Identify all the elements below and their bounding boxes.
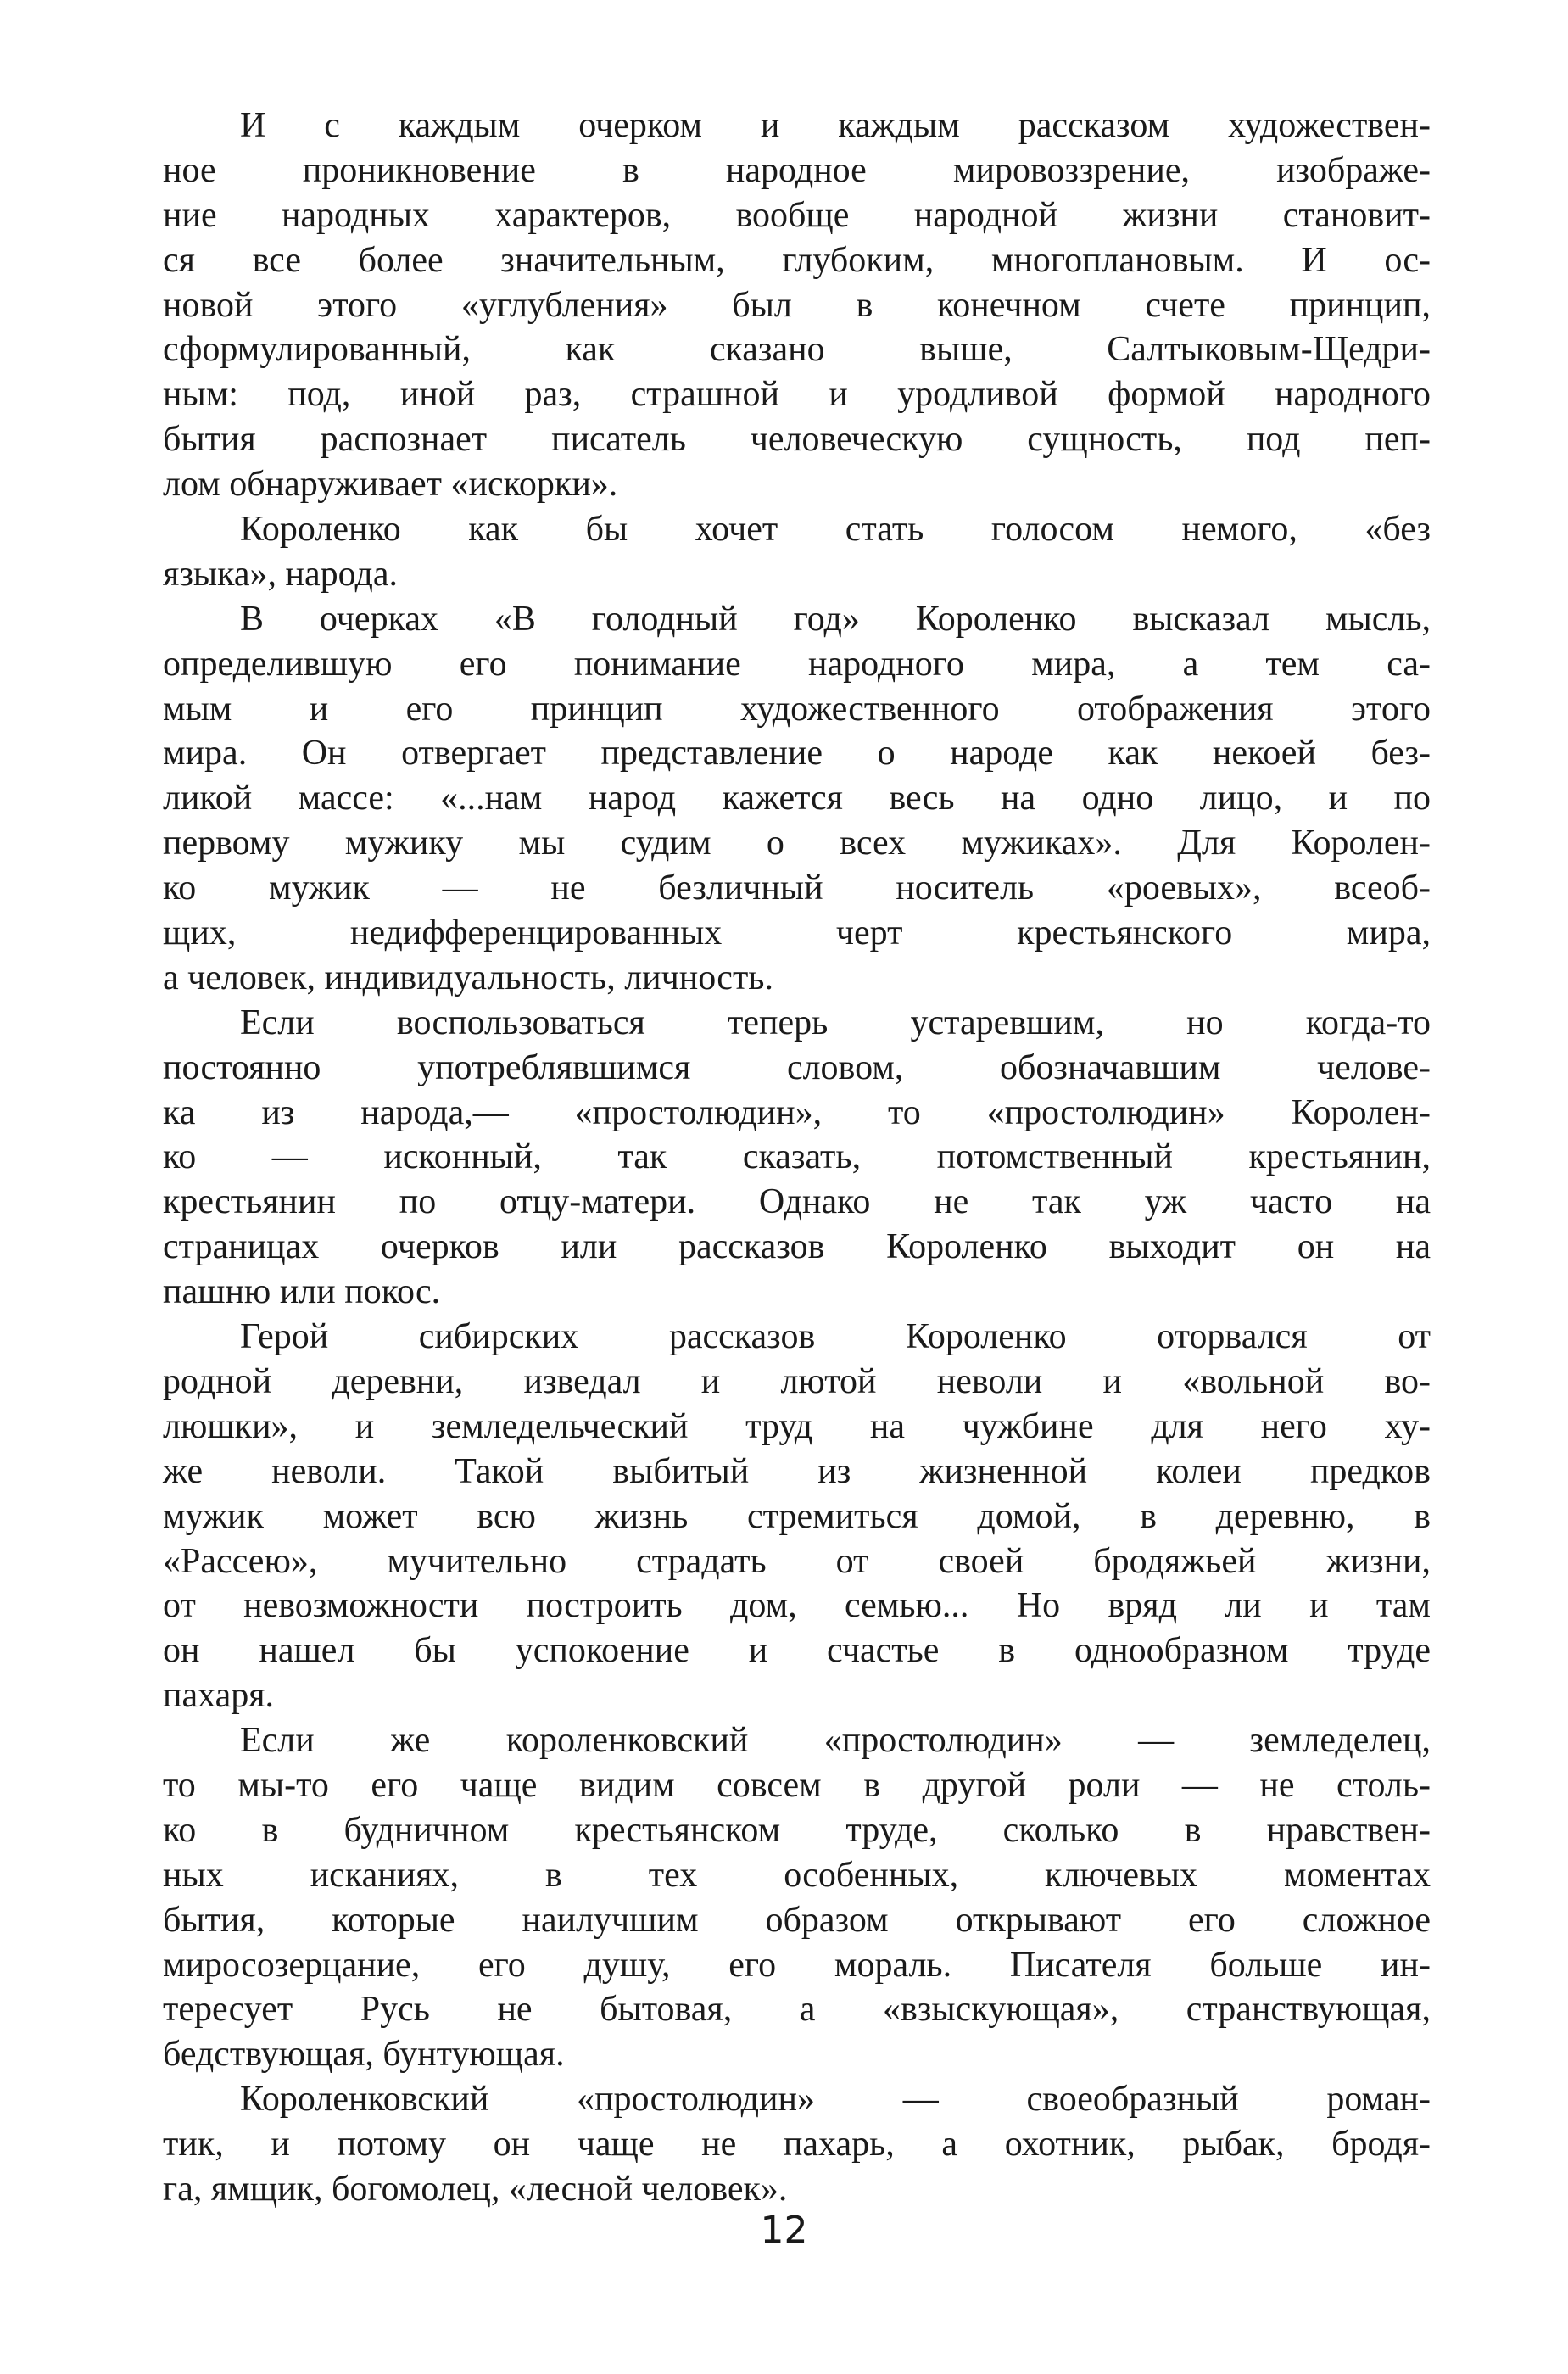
text-line: ко мужик — не безличный носитель «роевых», всеоб- [163, 869, 1431, 908]
text-line: ние народных характеров, вообще народной жизни становит- [163, 195, 1431, 235]
text-line: пашню или покос. [163, 1272, 441, 1312]
paragraph [163, 1718, 1431, 2077]
text-line: Герой сибирских рассказов Короленко оторвался от [240, 1317, 1431, 1357]
text-line: страницах очерков или рассказов Короленко выходит он на [163, 1227, 1431, 1267]
text-line: В очерках «В голодный год» Короленко высказал мысль, [240, 599, 1431, 639]
text-line: он нашел бы успокоение и счастье в однообразном труде [163, 1631, 1431, 1671]
paragraph [163, 1315, 1431, 1718]
text-line: га, ямщик, богомолец, «лесной человек». [163, 2169, 788, 2209]
text-line: Короленковский «простолюдин» — своеобразный роман- [240, 2080, 1431, 2120]
text-line: Если же короленковский «простолюдин» — земледелец, [240, 1721, 1431, 1761]
paragraph [163, 2077, 1431, 2212]
text-line: мужик может всю жизнь стремиться домой, в деревню, в [163, 1496, 1431, 1536]
text-line: бытия распознает писатель человеческую сущность, под пеп- [163, 420, 1431, 460]
text-line: пахаря. [163, 1676, 275, 1716]
text-line: постоянно употреблявшимся словом, обозначавшим челове- [163, 1047, 1431, 1087]
paragraph [163, 507, 1431, 597]
text-line: ся все более значительным, глубоким, многоплановым. И ос- [163, 240, 1431, 280]
text-line: тересует Русь не бытовая, а «взыскующая», странствующая, [163, 1990, 1431, 2030]
text-line: ко в будничном крестьянском труде, сколько в нравствен- [163, 1810, 1431, 1850]
text-line: миросозерцание, его душу, его мораль. Писателя больше ин- [163, 1945, 1431, 1985]
text-line: бедствующая, бунтующая. [163, 2035, 565, 2075]
text-line: Если воспользоваться теперь устаревшим, но когда-то [240, 1003, 1431, 1042]
text-line: бытия, которые наилучшим образом открывают его сложное [163, 1900, 1431, 1940]
text-line: языка», народа. [163, 554, 398, 594]
text-line: родной деревни, изведал и лютой неволи и «вольной во- [163, 1361, 1431, 1401]
text-line: ное проникновение в народное мировоззрение, изображе- [163, 150, 1431, 190]
text-line: Короленко как бы хочет стать голосом немого, «без [240, 510, 1431, 550]
text-line: а человек, индивидуальность, личность. [163, 958, 773, 997]
text-line: ных исканиях, в тех особенных, ключевых моментах [163, 1855, 1431, 1895]
page-number: 12 [760, 2209, 808, 2252]
text-line: мира. Он отвергает представление о народе как некоей без- [163, 734, 1431, 774]
paragraph [163, 103, 1431, 507]
text-line: люшки», и земледельческий труд на чужбине для него ху- [163, 1406, 1431, 1446]
text-line: ным: под, иной раз, страшной и уродливой формой народного [163, 375, 1431, 415]
text-line: то мы-то его чаще видим совсем в другой роли — не столь- [163, 1765, 1431, 1805]
text-line: ликой массе: «...нам народ кажется весь на одно лицо, и по [163, 779, 1431, 818]
text-line: от невозможности построить дом, семью... Но вряд ли и там [163, 1586, 1431, 1626]
page-body [163, 103, 1431, 2212]
text-line: же неволи. Такой выбитый из жизненной колеи предков [163, 1451, 1431, 1491]
text-line: определившую его понимание народного мира, а тем са- [163, 644, 1431, 684]
text-line: тик, и потому он чаще не пахарь, а охотник, рыбак, бродя- [163, 2125, 1431, 2165]
text-line: «Рассею», мучительно страдать от своей бродяжьей жизни, [163, 1541, 1431, 1581]
text-line: лом обнаруживает «искорки». [163, 465, 618, 505]
text-line: первому мужику мы судим о всех мужиках». Для Королен- [163, 824, 1431, 863]
text-line: новой этого «углубления» был в конечном счете принцип, [163, 285, 1431, 325]
text-line: сформулированный, как сказано выше, Салтыковым-Щедри- [163, 330, 1431, 370]
text-line: щих, недифференцированных черт крестьянского мира, [163, 913, 1431, 953]
text-line: крестьянин по отцу-матери. Однако не так уж часто на [163, 1182, 1431, 1222]
paragraph [163, 1001, 1431, 1315]
text-line: И с каждым очерком и каждым рассказом художествен- [240, 106, 1431, 145]
text-line: мым и его принцип художественного отображения этого [163, 689, 1431, 729]
text-line: ка из народа,— «простолюдин», то «простолюдин» Королен- [163, 1092, 1431, 1132]
text-line: ко — исконный, так сказать, потомственный крестьянин, [163, 1137, 1431, 1177]
paragraph [163, 597, 1431, 1001]
